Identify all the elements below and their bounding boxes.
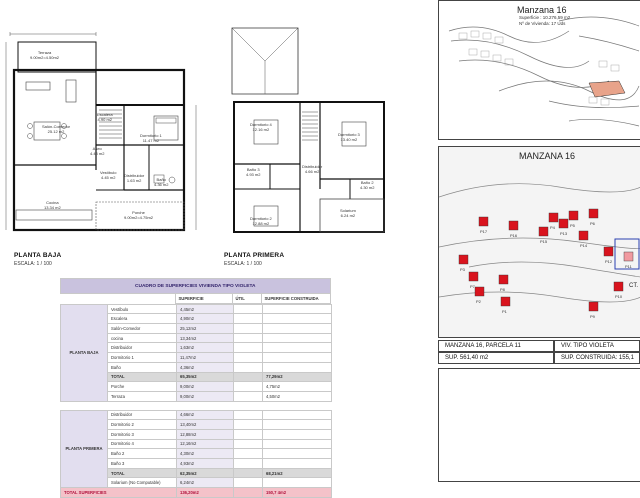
row-superficie: 11,47m2 — [177, 353, 234, 363]
baja-total-label: TOTAL — [108, 372, 177, 382]
extra-construida: 4,75m2 — [263, 382, 332, 392]
row-superficie: 4,93m2 — [177, 459, 234, 469]
row-util — [234, 362, 263, 372]
parcel-label: P6 — [590, 221, 595, 226]
row-util — [234, 343, 263, 353]
grand-total-superficie: 136,20m2 — [177, 488, 234, 498]
row-util — [234, 353, 263, 363]
info-superficie: SUP. 561,40 m2 — [438, 352, 554, 364]
planta-primera-title: PLANTA PRIMERA — [224, 252, 285, 259]
extra-superficie: 9,00m2 — [177, 382, 234, 392]
planta-baja-drawing — [4, 30, 200, 242]
grand-total-label: TOTAL SUPERFICIES — [61, 488, 177, 498]
extra-construida: 4,50m2 — [263, 391, 332, 401]
room-salon-comedor: Salón-Comedor 25.12 m2 — [42, 124, 71, 134]
location-superficie: Superficie : 10.276,59 m2 — [519, 15, 571, 20]
location-title: Manzana 16 — [517, 5, 567, 15]
superficies-body — [60, 304, 332, 498]
manzana-location-map — [438, 0, 640, 140]
parcel-map-drawing — [439, 147, 640, 337]
row-construida — [263, 362, 332, 372]
row-superficie: 4,36m2 — [177, 362, 234, 372]
parcel-house — [501, 297, 510, 306]
row-util — [234, 324, 263, 334]
row-superficie: 1,63m2 — [177, 343, 234, 353]
parcel-house — [569, 211, 578, 220]
parcel-house — [604, 247, 613, 256]
row-name: Salón-Comedor — [108, 324, 177, 334]
location-viviendas: Nº de Vivienda: 17 Uds — [519, 21, 566, 26]
info-tipo: VIV. TIPO VIOLETA — [554, 340, 640, 352]
info-manzana-parcela: MANZANA 16, PARCELA 11 — [438, 340, 554, 352]
row-util — [234, 314, 263, 324]
planta-primera-drawing — [210, 24, 410, 244]
row-superficie: 4,30m2 — [177, 449, 234, 459]
room-dormitorio-3: Dormitorio 3 13.40 m2 — [338, 132, 360, 142]
row-construida — [263, 333, 332, 343]
row-superficie: 4,90m2 — [177, 314, 234, 324]
solarium-name: Solarium (No Computable) — [108, 478, 177, 488]
parcel-label: P4 — [550, 225, 555, 230]
solarium-superficie: 6,24m2 — [177, 478, 234, 488]
parcel-house — [624, 252, 633, 261]
parcel-label: P11 — [625, 264, 632, 269]
parcel-label: P17 — [480, 229, 488, 234]
room-bano-2: Baño 2 4.30 m2 — [360, 180, 375, 190]
group-planta-primera: PLANTA PRIMERA — [61, 410, 108, 488]
parcel-house — [479, 217, 488, 226]
parcel-house — [499, 275, 508, 284]
row-name: Dormitorio 4 — [108, 439, 177, 449]
row-name: cocina — [108, 333, 177, 343]
parcel-label: P1 — [502, 309, 507, 314]
planta-primera-scale: ESCALA: 1 / 100 — [224, 261, 262, 267]
row-name: Escalera — [108, 314, 177, 324]
col-util: ÚTIL — [232, 294, 261, 304]
parcel-label: P16 — [510, 233, 518, 238]
parcel-map-title: MANZANA 16 — [519, 151, 576, 161]
parcel-label: P12 — [605, 259, 613, 264]
room-dormitorio-1: Dormitorio 1 11.47 m2 — [140, 133, 162, 143]
parcel-house — [589, 302, 598, 311]
table-title: CUADRO DE SUPERFICIES VIVIENDA TIPO VIOLETA — [61, 279, 331, 294]
primera-total-construida: 68,21m2 — [263, 468, 332, 478]
info-construida: SUP. CONSTRUIDA: 155,1 — [554, 352, 640, 364]
room-terraza: Terraza 9.00m2=4.50m2 — [30, 50, 60, 60]
room-bano-3: Baño 3 4.93 m2 — [246, 167, 261, 177]
room-cocina: Cocina 13.34 m2 — [44, 200, 61, 210]
room-dormitorio-2: Dormitorio 2 12.88 m2 — [250, 216, 272, 226]
group-planta-baja: PLANTA BAJA — [61, 304, 108, 401]
extra-name: Terraza — [108, 391, 177, 401]
row-name: Dormitorio 3 — [108, 429, 177, 439]
street-label: CT. — [629, 283, 638, 289]
cuadro-superficies — [60, 278, 332, 498]
parcel-label: P15 — [540, 239, 548, 244]
room-distribuidor: Distribuidor 1.63 m2 — [124, 173, 145, 183]
parcel-house — [579, 231, 588, 240]
row-name: Baño 2 — [108, 449, 177, 459]
parcel-house — [539, 227, 548, 236]
row-name: Distribuidor — [108, 410, 177, 420]
parcel-house — [509, 221, 518, 230]
parcel-label: P7 — [470, 284, 475, 289]
parcel-label: P10 — [615, 294, 623, 299]
room-aseo: Aseo 4.48 m2 — [90, 146, 105, 156]
row-superficie: 4,66m2 — [177, 410, 234, 420]
room-vestibulo: Vestíbulo 4.45 m2 — [100, 170, 117, 180]
baja-total-superficie: 65,35m2 — [177, 372, 234, 382]
row-construida — [263, 314, 332, 324]
room-dormitorio-4: Dormitorio 4 12.16 m2 — [250, 122, 272, 132]
manzana-parcel-map — [438, 146, 640, 338]
room-distribuidor-1: Distribuidor 4.66 m2 — [302, 164, 323, 174]
room-solarium: Solarium 6.24 m2 — [340, 208, 356, 218]
parcel-label: P5 — [570, 223, 575, 228]
parcel-label: P2 — [476, 299, 481, 304]
row-construida — [263, 324, 332, 334]
parcel-house — [459, 255, 468, 264]
parcel-house — [549, 213, 558, 222]
row-name: Baño — [108, 362, 177, 372]
row-superficie: 25,12m2 — [177, 324, 234, 334]
row-construida — [263, 343, 332, 353]
room-porche: Porche 9.00m2=4.75m2 — [124, 210, 154, 220]
row-superficie: 12,88m2 — [177, 429, 234, 439]
room-bano: Baño 4.36 m2 — [154, 177, 169, 187]
parcel-label: P14 — [580, 243, 588, 248]
row-name: Baño 3 — [108, 459, 177, 469]
row-superficie: 12,16m2 — [177, 439, 234, 449]
parcel-house — [475, 287, 484, 296]
row-construida — [263, 353, 332, 363]
primera-total-superficie: 62,35m2 — [177, 468, 234, 478]
parcel-label: P9 — [590, 314, 595, 319]
parcel-label: P13 — [560, 231, 568, 236]
col-superficie: SUPERFICIE — [175, 294, 232, 304]
row-name: Distribuidor — [108, 343, 177, 353]
row-name: Vestíbulo — [108, 304, 177, 314]
parcel-label: P3 — [460, 267, 465, 272]
row-superficie: 13,34m2 — [177, 333, 234, 343]
extra-superficie: 9,00m2 — [177, 391, 234, 401]
row-util — [234, 333, 263, 343]
room-escalera: Escalera 4.90 m2 — [97, 112, 113, 122]
row-name: Dormitorio 1 — [108, 353, 177, 363]
grand-total-construida: 150,7 4m2 — [263, 488, 332, 498]
parcel-house — [589, 209, 598, 218]
superficies-table — [60, 278, 331, 304]
extra-name: Porche — [108, 382, 177, 392]
planta-primera-plan — [210, 24, 410, 244]
primera-total-label: TOTAL — [108, 468, 177, 478]
row-name: Dormitorio 2 — [108, 420, 177, 430]
parcel-label: P8 — [500, 287, 505, 292]
row-superficie: 4,45m2 — [177, 304, 234, 314]
empty-panel — [438, 368, 640, 482]
row-superficie: 13,40m2 — [177, 420, 234, 430]
parcel-house — [559, 219, 568, 228]
row-construida — [263, 304, 332, 314]
parcel-house — [614, 282, 623, 291]
parcel-house — [469, 272, 478, 281]
planta-baja-title: PLANTA BAJA — [14, 252, 62, 259]
col-construida: SUPERFICIE CONSTRUIDA — [261, 294, 330, 304]
planta-baja-plan — [4, 30, 200, 242]
row-util — [234, 304, 263, 314]
planta-baja-scale: ESCALA: 1 / 100 — [14, 261, 52, 267]
baja-total-construida: 77,29m2 — [263, 372, 332, 382]
